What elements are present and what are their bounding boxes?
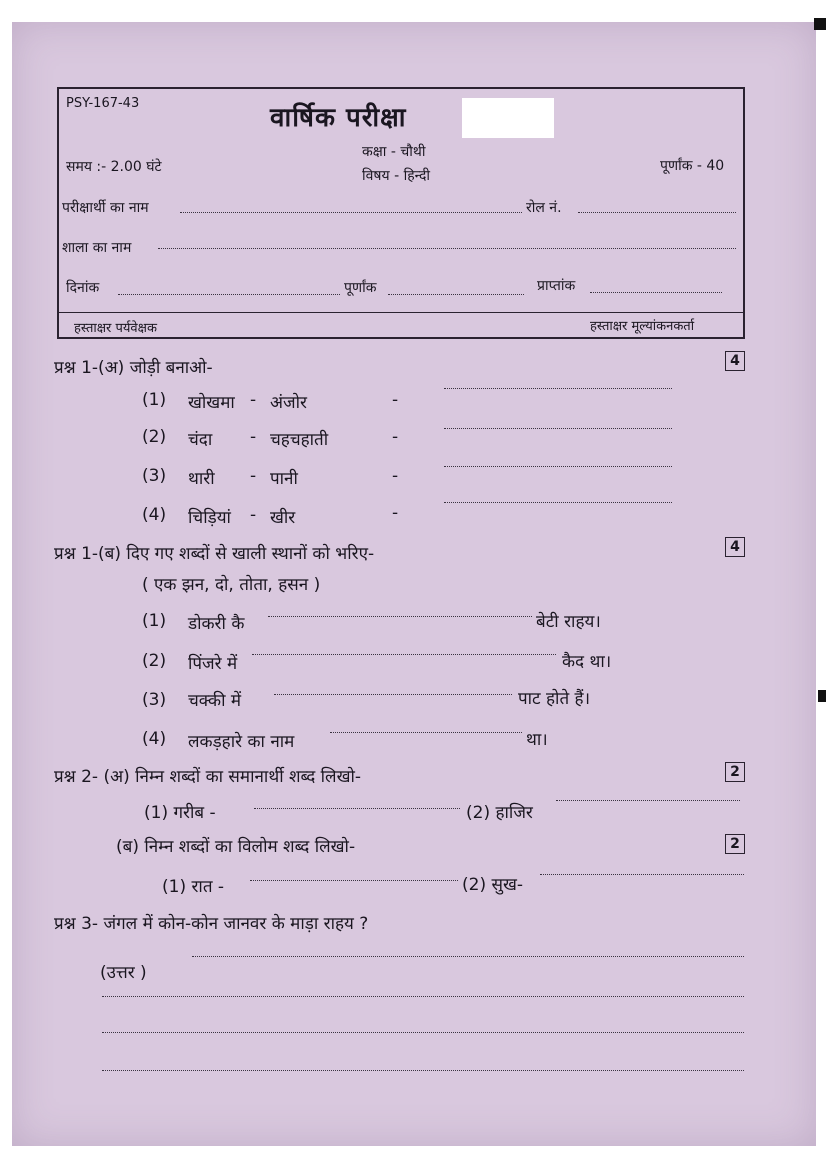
evaluator-signature-label: हस्ताक्षर मूल्यांकनकर्ता: [590, 319, 695, 334]
question-2b-title: (ब) निम्न शब्दों का विलोम शब्द लिखो-: [116, 837, 356, 857]
q1b-item-before: लकड़हारे का नाम: [188, 732, 295, 752]
total-marks-field[interactable]: [388, 294, 524, 295]
q1b-word-options: ( एक झन, दो, तोता, हसन ): [142, 575, 321, 595]
q1a-item-dash: -: [250, 466, 257, 486]
q1a-item-left: थारी: [188, 469, 215, 489]
paper-code: PSY-167-43: [66, 96, 140, 111]
q1b-item-number: (2): [142, 651, 167, 671]
q1a-item-number: (2): [142, 427, 167, 447]
q1b-item-number: (4): [142, 729, 167, 749]
q3-answer-line[interactable]: [102, 996, 744, 997]
q1a-item-end: -: [392, 466, 399, 486]
q1a-answer-line[interactable]: [444, 502, 672, 503]
question-1a-title: प्रश्न 1-(अ) जोड़ी बनाओ-: [54, 358, 213, 378]
q1b-blank[interactable]: [268, 616, 532, 617]
q1b-item-after: कैद था।: [562, 652, 612, 672]
q2b-item-2: (2) सुख-: [462, 875, 524, 895]
question-1a-marks: 4: [725, 351, 745, 371]
q1a-item-right: पानी: [270, 469, 298, 489]
roll-number-field[interactable]: [578, 212, 736, 213]
q1b-blank[interactable]: [274, 694, 512, 695]
q1a-item-left: खोखमा: [188, 393, 235, 413]
date-label: दिनांक: [66, 280, 100, 296]
q1a-item-right: अंजोर: [270, 393, 307, 413]
q1a-item-dash: -: [250, 427, 257, 447]
q1a-item-dash: -: [250, 505, 257, 525]
q1a-answer-line[interactable]: [444, 388, 672, 389]
q1b-item-before: चक्की में: [188, 691, 242, 711]
q1a-item-right: खीर: [270, 508, 296, 528]
scan-edge-mark: [814, 18, 826, 30]
q1b-item-before: पिंजरे में: [188, 654, 238, 674]
q1b-item-before: डोकरी कै: [188, 614, 245, 634]
school-name-label: शाला का नाम: [62, 240, 132, 256]
question-3-title: प्रश्न 3- जंगल में कोन-कोन जानवर के माड़ा राहय ?: [54, 914, 369, 934]
time-label: समय :- 2.00 घंटे: [66, 159, 162, 175]
q2b-answer-1[interactable]: [250, 880, 458, 881]
q2a-item-1: (1) गरीब -: [144, 803, 216, 823]
q1b-item-number: (1): [142, 611, 167, 631]
q1a-item-number: (3): [142, 466, 167, 486]
q2a-item-2: (2) हाजिर: [466, 803, 533, 823]
redaction-block: [462, 98, 554, 138]
student-name-field[interactable]: [180, 212, 522, 213]
student-name-label: परीक्षार्थी का नाम: [62, 200, 149, 216]
q1a-item-left: चंदा: [188, 430, 213, 450]
subject-label: विषय - हिन्दी: [362, 168, 431, 184]
q1b-item-after: था।: [526, 730, 548, 750]
roll-number-label: रोल नं.: [526, 200, 562, 216]
q1b-item-after: बेटी राहय।: [536, 612, 601, 632]
q1a-item-number: (1): [142, 390, 167, 410]
q3-answer-label: (उत्तर ): [100, 963, 147, 983]
q1a-item-end: -: [392, 390, 399, 410]
question-1b-marks: 4: [725, 537, 745, 557]
exam-title: वार्षिक परीक्षा: [270, 103, 407, 133]
q1b-blank[interactable]: [330, 732, 522, 733]
q1b-item-after: पाट होते हैं।: [518, 689, 591, 709]
q1a-answer-line[interactable]: [444, 466, 672, 467]
q2b-answer-2[interactable]: [540, 874, 744, 875]
scan-edge-mark: [818, 690, 826, 702]
q1a-item-end: -: [392, 503, 399, 523]
obtained-marks-field[interactable]: [590, 292, 722, 293]
question-1b-title: प्रश्न 1-(ब) दिए गए शब्दों से खाली स्थानों को भरिए-: [54, 544, 375, 564]
q3-answer-line[interactable]: [102, 1032, 744, 1033]
q3-answer-line[interactable]: [102, 1070, 744, 1071]
max-marks-label: पूर्णांक - 40: [660, 158, 725, 174]
q2a-answer-1[interactable]: [254, 808, 460, 809]
class-label: कक्षा - चौथी: [362, 144, 426, 160]
question-2b-marks: 2: [725, 834, 745, 854]
q3-answer-line[interactable]: [192, 956, 744, 957]
date-field[interactable]: [118, 294, 340, 295]
q1b-item-number: (3): [142, 690, 167, 710]
q1b-blank[interactable]: [252, 654, 556, 655]
obtained-marks-label: प्राप्तांक: [537, 278, 576, 294]
supervisor-signature-label: हस्ताक्षर पर्यवेक्षक: [74, 321, 157, 336]
q2b-item-1: (1) रात -: [162, 877, 225, 897]
q1a-answer-line[interactable]: [444, 428, 672, 429]
q1a-item-left: चिड़ियां: [188, 508, 231, 528]
q1a-item-dash: -: [250, 390, 257, 410]
q1a-item-number: (4): [142, 505, 167, 525]
q1a-item-end: -: [392, 427, 399, 447]
question-2a-marks: 2: [725, 762, 745, 782]
q1a-item-right: चहचहाती: [270, 430, 329, 450]
school-name-field[interactable]: [158, 248, 736, 249]
question-2a-title: प्रश्न 2- (अ) निम्न शब्दों का समानार्थी शब्द लिखो-: [54, 767, 362, 787]
total-marks-label: पूर्णांक: [344, 280, 377, 296]
header-divider: [58, 312, 744, 313]
q2a-answer-2[interactable]: [556, 800, 740, 801]
